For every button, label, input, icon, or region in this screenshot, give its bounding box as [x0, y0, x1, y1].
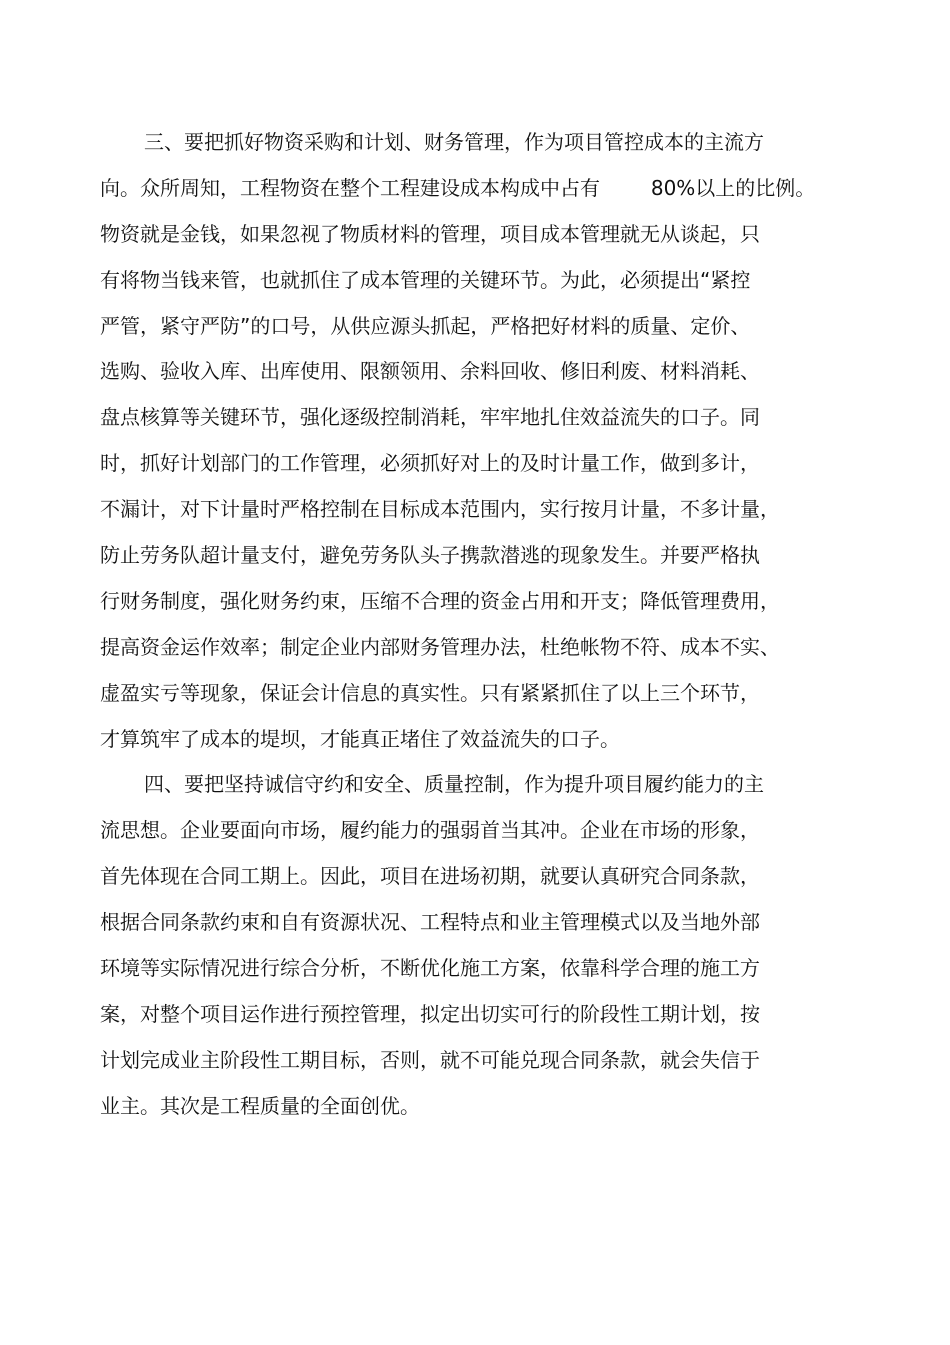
- document-body: [100, 120, 850, 1130]
- text-line: 物资就是金钱，如果忽视了物质材料的管理，项目成本管理就无从谈起，只: [100, 221, 760, 246]
- text-line: 才算筑牢了成本的堤坝，才能真正堵住了效益流失的口子。: [100, 726, 620, 751]
- text-line: 环境等实际情况进行综合分析，不断优化施工方案，依靠科学合理的施工方: [100, 956, 760, 981]
- text-line: 严管，紧守严防”的口号，从供应源头抓起，严格把好材料的质量、定价、: [100, 313, 751, 338]
- text-line: 盘点核算等关键环节，强化逐级控制消耗，牢牢地扎住效益流失的口子。同: [100, 405, 760, 430]
- text-line: 首先体现在合同工期上。因此，项目在进场初期，就要认真研究合同条款，: [100, 864, 760, 889]
- text-line: 计划完成业主阶段性工期目标，否则，就不可能兑现合同条款，就会失信于: [100, 1047, 760, 1072]
- text-line: 向。众所周知，工程物资在整个工程建设成本构成中占有 80%以上的比例。: [100, 175, 816, 200]
- paragraph-3: [100, 120, 850, 762]
- text-line: 业主。其次是工程质量的全面创优。: [100, 1093, 420, 1118]
- text-line: 三、要把抓好物资采购和计划、财务管理，作为项目管控成本的主流方: [144, 130, 764, 154]
- text-line: 行财务制度，强化财务约束，压缩不合理的资金占用和开支；降低管理费用，: [100, 588, 780, 613]
- text-line: 有将物当钱来管，也就抓住了成本管理的关键环节。为此，必须提出“紧控: [100, 267, 751, 292]
- text-line: 案，对整个项目运作进行预控管理，拟定出切实可行的阶段性工期计划，按: [100, 1001, 760, 1026]
- text-line: 防止劳务队超计量支付，避免劳务队头子携款潜逃的现象发生。并要严格执: [100, 543, 760, 568]
- text-line: 虚盈实亏等现象，保证会计信息的真实性。只有紧紧抓住了以上三个环节，: [100, 680, 760, 705]
- text-line: 不漏计，对下计量时严格控制在目标成本范围内，实行按月计量，不多计量，: [100, 497, 780, 522]
- text-line: 选购、验收入库、出库使用、限额领用、余料回收、修旧利废、材料消耗、: [100, 359, 760, 384]
- text-line: 流思想。企业要面向市场，履约能力的强弱首当其冲。企业在市场的形象，: [100, 818, 760, 843]
- paragraph-4: [100, 762, 850, 1129]
- text-line: 根据合同条款约束和自有资源状况、工程特点和业主管理模式以及当地外部: [100, 910, 760, 935]
- text-line: 四、要把坚持诚信守约和安全、质量控制，作为提升项目履约能力的主: [144, 772, 764, 797]
- text-line: 提高资金运作效率；制定企业内部财务管理办法，杜绝帐物不符、成本不实、: [100, 634, 780, 659]
- text-line: 时，抓好计划部门的工作管理，必须抓好对上的及时计量工作，做到多计，: [100, 451, 760, 476]
